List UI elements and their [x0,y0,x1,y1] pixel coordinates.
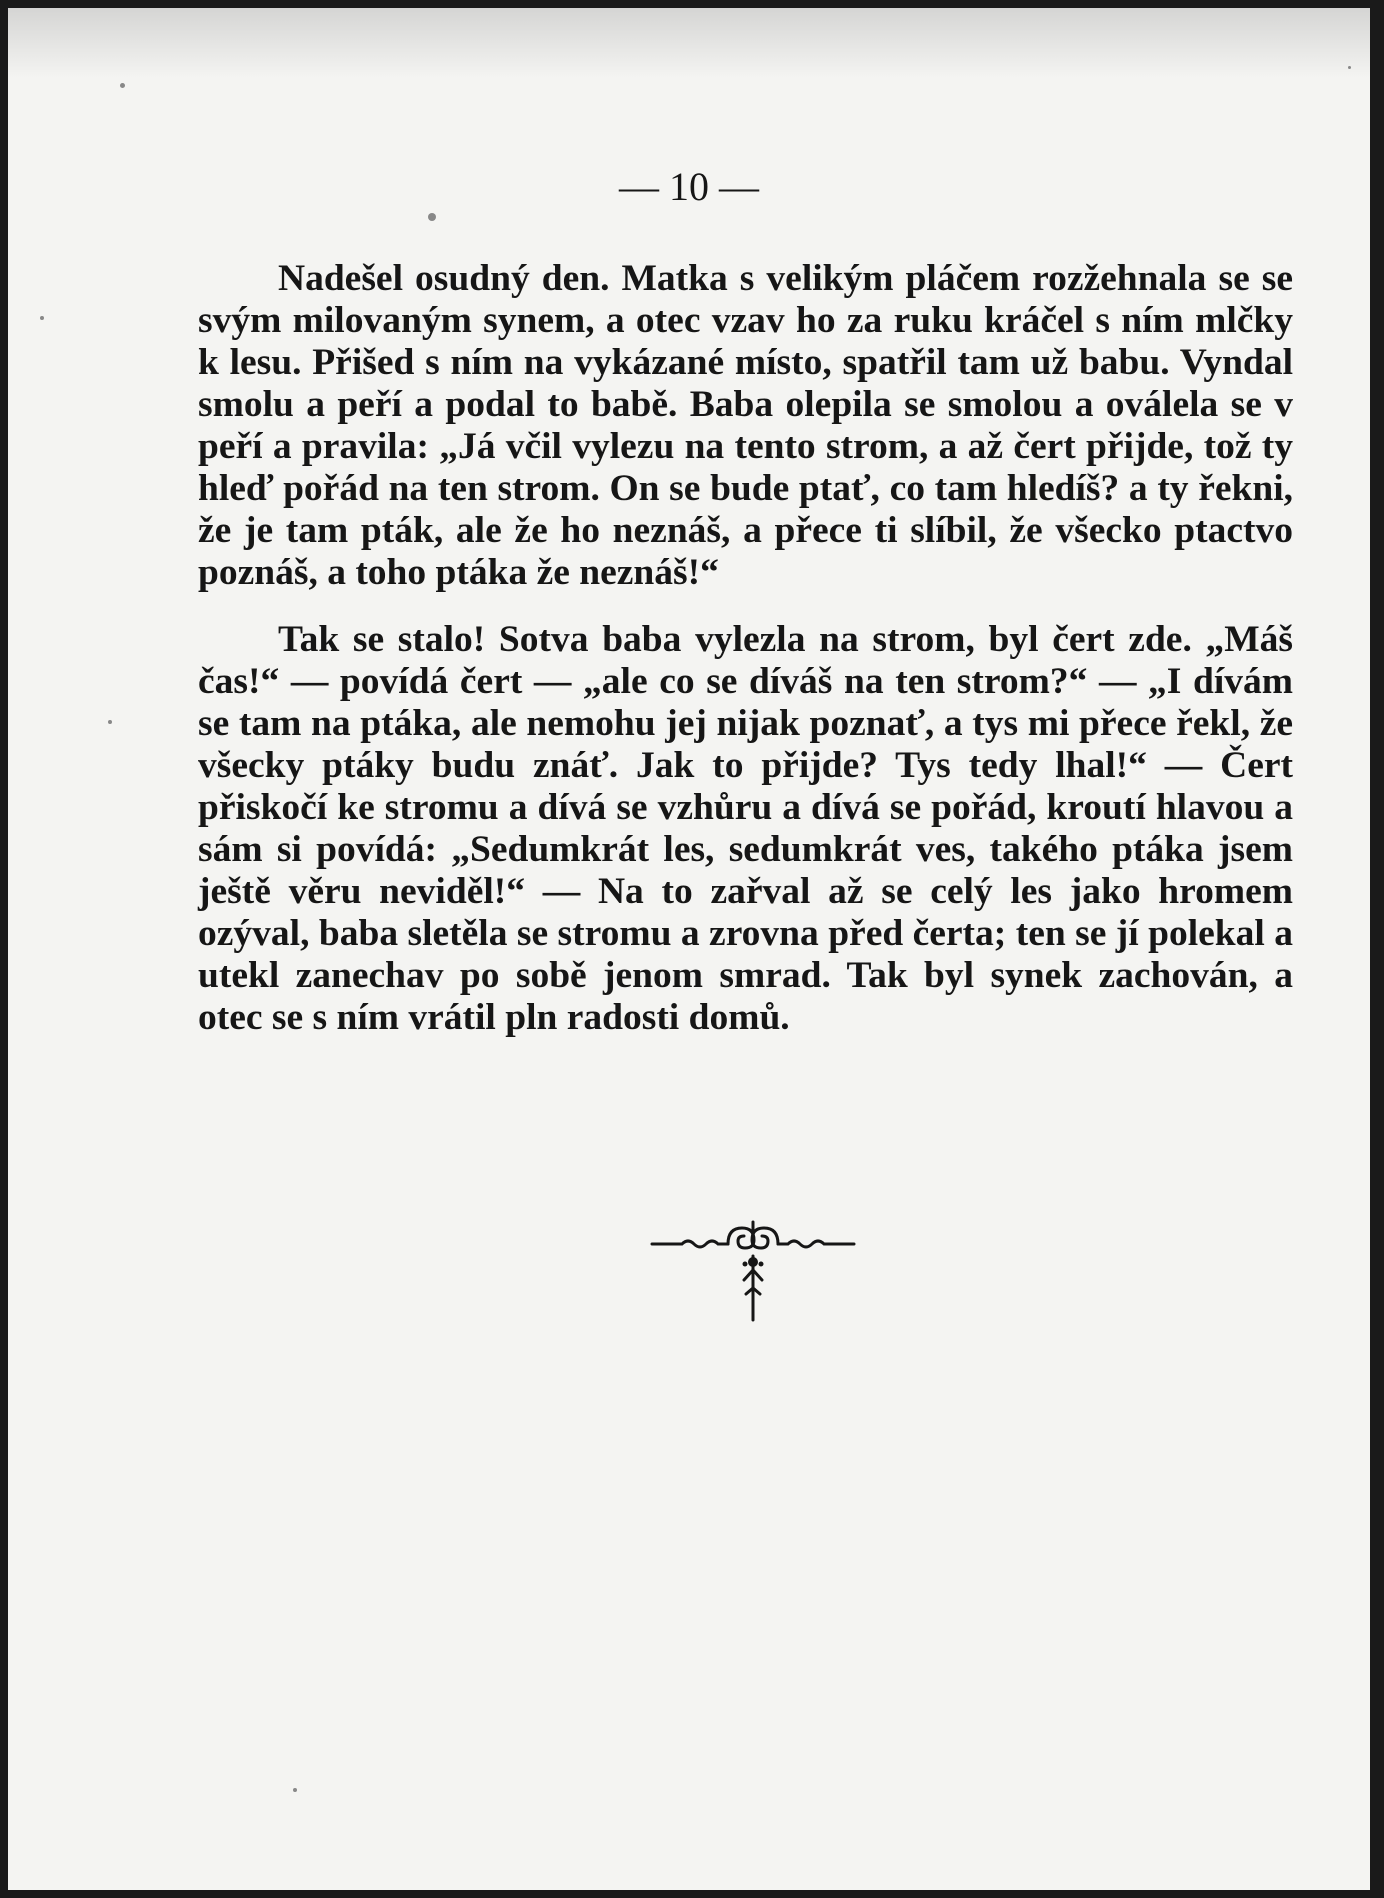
paper-speck [120,83,125,88]
decorative-scroll-fleuron-icon [648,1218,858,1328]
paper-speck [293,1788,297,1792]
paper-speck [1348,66,1351,69]
paper-speck [108,720,112,724]
paragraph-2: Tak se stalo! Sotva baba vylezla na strom, byl čert zde. „Máš čas!“ — povídá čert — „ale co se díváš na ten strom?“ — „I dívám se tam na ptáka, ale nemohu jej nijak poznať, a tys mi přece řekl, že všecky ptáky budu znáť. Jak to přijde? Tys tedy lhal!“ — Čert přiskočí ke stromu a dívá se vzhůru a dívá se pořád, kroutí hlavou a sám si povídá: „Sedumkrát les, sedumkrát ves, takého ptáka jsem ještě věru neviděl!“ — Na to zařval až se celý les jako hromem ozýval, baba sletěla se stromu a zrovna před čerta; ten se jí polekal a utekl zanechav po sobě jenom smrad. Tak byl synek zachován, a otec se s ním vrátil pln radosti domů. [198,619,1293,1038]
book-page [8,8,1370,1890]
body-text [198,258,1293,1039]
paper-speck [428,213,436,221]
page-number: — 10 — [619,164,759,209]
paragraph-1: Nadešel osudný den. Matka s velikým pláčem rozžehnala se se svým milovaným synem, a otec vzav ho za ruku kráčel s ním mlčky k lesu. Přišed s ním na vykázané místo, spatřil tam už babu. Vyndal smolu a peří a podal to babě. Baba olepila se smolou a oválela se v peří a pravila: „Já včil vylezu na tento strom, a až čert přijde, tož ty hleď pořád na ten strom. On se bude ptať, co tam hledíš? a ty řekni, že je tam pták, ale že ho neznáš, a přece ti slíbil, že všecko ptactvo poznáš, a toho ptáka že neznáš!“ [198,258,1293,593]
paper-speck [40,316,44,320]
